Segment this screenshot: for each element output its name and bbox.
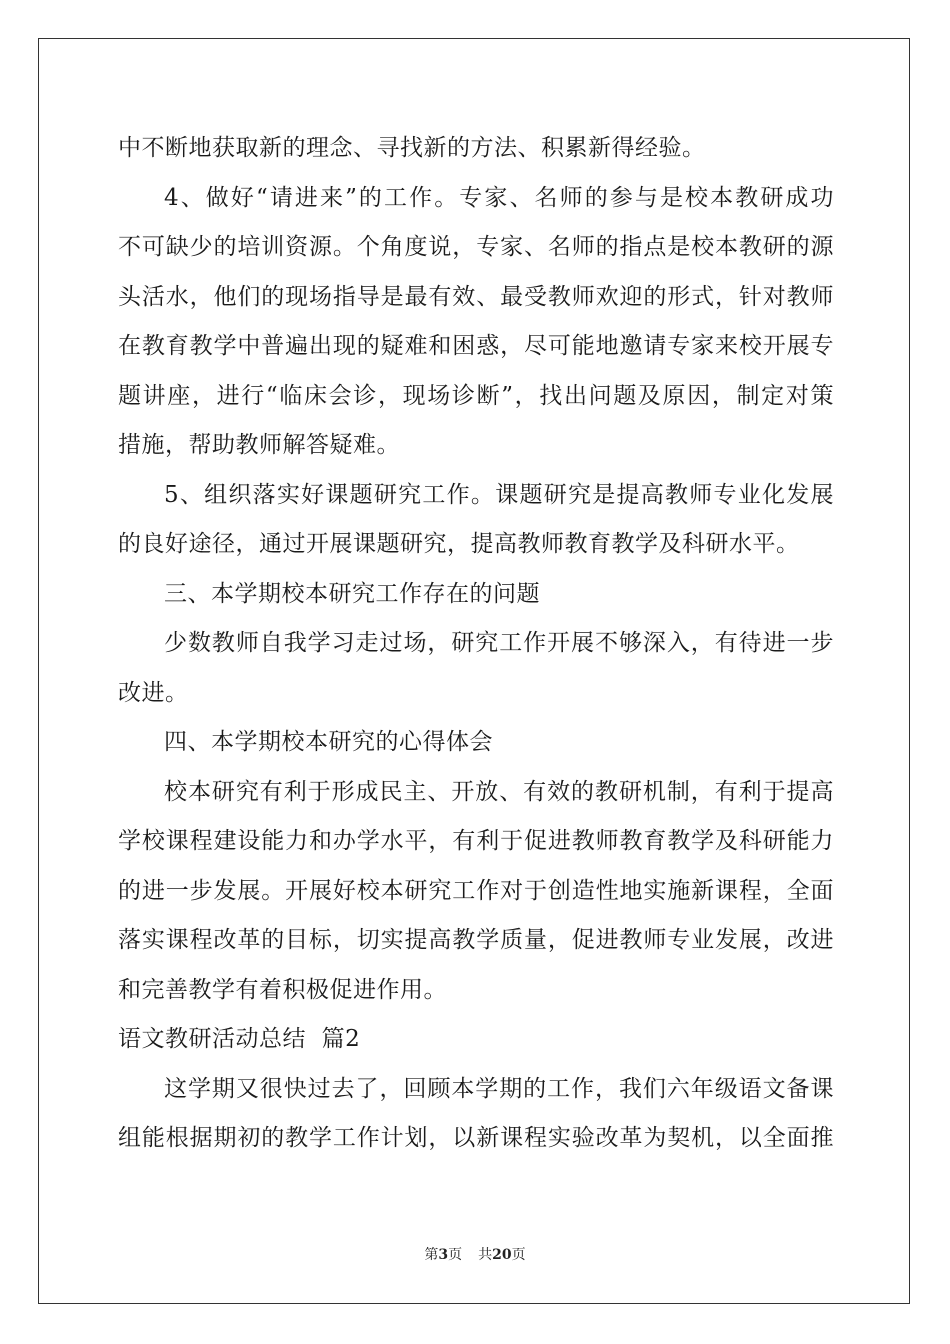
- text-line: 4、做好“请进来”的工作。专家、名师的参与是校本教研成功: [164, 184, 834, 211]
- page-footer: [0, 1244, 950, 1264]
- page-number: 3: [438, 1247, 449, 1263]
- total-prefix: 共: [478, 1247, 493, 1263]
- page-suffix: 页: [448, 1247, 463, 1263]
- text-line: 5、组织落实好课题研究工作。课题研究是提高教师专业化发展: [164, 481, 834, 508]
- text-line: 学校课程建设能力和办学水平，有利于促进教师教育教学及科研能力: [118, 828, 834, 854]
- text-line: 组能根据期初的教学工作计划，以新课程实验改革为契机，以全面推: [118, 1125, 834, 1151]
- total-suffix: 页: [511, 1247, 526, 1263]
- text-line: 中不断地获取新的理念、寻找新的方法、积累新得经验。: [118, 135, 706, 161]
- section-heading: 三、本学期校本研究工作存在的问题: [164, 580, 540, 607]
- text-line: 头活水，他们的现场指导是最有效、最受教师欢迎的形式，针对教师: [118, 283, 834, 310]
- text-line: 这学期又很快过去了，回顾本学期的工作，我们六年级语文备课: [164, 1075, 834, 1102]
- text-line: 落实课程改革的目标，切实提高教学质量，促进教师专业发展，改进: [118, 927, 834, 953]
- text-line: 题讲座，进行“临床会诊，现场诊断”，找出问题及原因，制定对策: [118, 382, 834, 409]
- total-pages: 20: [492, 1247, 512, 1263]
- document-body: [118, 124, 834, 1164]
- text-line: 措施，帮助教师解答疑难。: [118, 432, 400, 458]
- text-line: 的良好途径，通过开展课题研究，提高教师教育教学及科研水平。: [118, 531, 800, 557]
- section-heading: 四、本学期校本研究的心得体会: [164, 729, 493, 755]
- text-line: 改进。: [118, 679, 189, 706]
- text-line: 在教育教学中普遍出现的疑难和困惑，尽可能地邀请专家来校开展专: [118, 333, 834, 359]
- text-line: 和完善教学有着积极促进作用。: [118, 976, 447, 1003]
- article-title: 语文教研活动总结 篇2: [118, 1026, 361, 1052]
- text-line: 不可缺少的培训资源。个角度说，专家、名师的指点是校本教研的源: [118, 234, 834, 260]
- page-prefix: 第: [424, 1247, 439, 1263]
- text-line: 少数教师自我学习走过场，研究工作开展不够深入，有待进一步: [164, 630, 834, 656]
- text-line: 校本研究有利于形成民主、开放、有效的教研机制，有利于提高: [164, 778, 834, 805]
- text-line: 的进一步发展。开展好校本研究工作对于创造性地实施新课程，全面: [118, 877, 834, 904]
